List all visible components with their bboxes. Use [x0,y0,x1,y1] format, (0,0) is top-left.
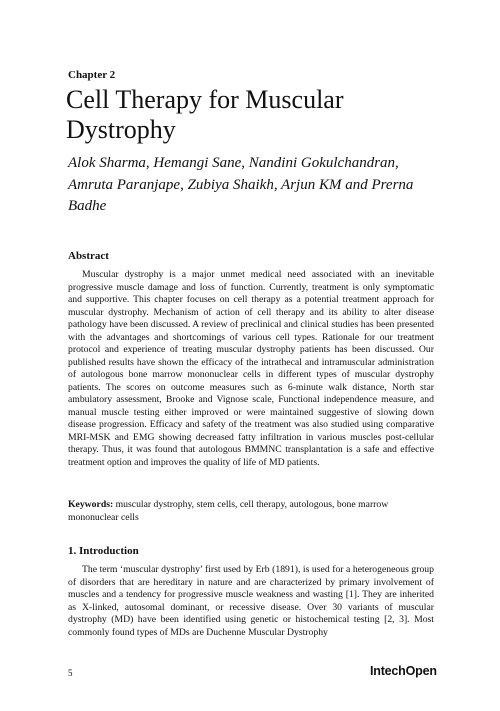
author-list: Alok Sharma, Hemangi Sane, Nandini Gokulchandran, Amruta Paranjape, Zubiya Shaikh, Arjun KM and Prerna Badhe [68,155,414,214]
chapter-label: Chapter 2 [68,69,116,81]
keywords [68,499,434,524]
publisher-logo: IntechOpen [370,664,437,678]
page-number: 5 [68,668,73,678]
abstract-text: Muscular dystrophy is a major unmet medical need associated with an inevitable progressive muscle damage and loss of function. Currently, treatment is only symptomatic and supportive. This chapter focuses on cell therapy as a potential treatment approach for muscular dystrophy. Mechanism of action of cell therapy and its ability to alter disease pathology have been discussed. A review of preclinical and clinical studies has been presented with the advantages and shortcomings of various cell types. Rationale for our treatment protocol and experience of treating muscular dystrophy patients has been discussed. Our published results have shown the efficacy of the intrathecal and intramuscular administration of autologous bone marrow mononuclear cells in different types of muscular dystrophy patients. The scores on outcome measures such as 6-minute walk distance, North star ambulatory assessment, Brooke and Vignose scale, Functional independence measure, and manual muscle testing either improved or were maintained suggestive of slowing down disease progression. Efficacy and safety of the treatment was also studied using comparative MRI-MSK and EMG showing decreased fatty infiltration in various muscles post-cellular therapy. Thus, it was found that autologous BMMNC transplantation is a safe and effective treatment option and improves the quality of life of MD patients. [68,269,434,468]
keywords-label: Keywords: [68,499,114,510]
introduction-text: The term ‘muscular dystrophy’ first used by Erb (1891), is used for a heterogeneous group of disorders that are hereditary in nature and are characterized by primary involvement of muscles and a tendency for progressive muscle weakness and wasting [1]. They are inherited as X-linked, autosomal dominant, or recessive disease. Over 30 variants of muscular dystrophy (MD) have been identified using genetic or histochemical testing [2, 3]. Most commonly found types of MDs are Duchenne Muscular Dystrophy [68,564,434,638]
chapter-title: Cell Therapy for Muscular Dystrophy [66,85,344,144]
abstract-heading: Abstract [68,250,109,262]
keywords-text: muscular dystrophy, stem cells, cell therapy, autologous, bone marrow mononuclear cells [68,499,389,523]
introduction-heading: 1. Introduction [68,545,139,557]
